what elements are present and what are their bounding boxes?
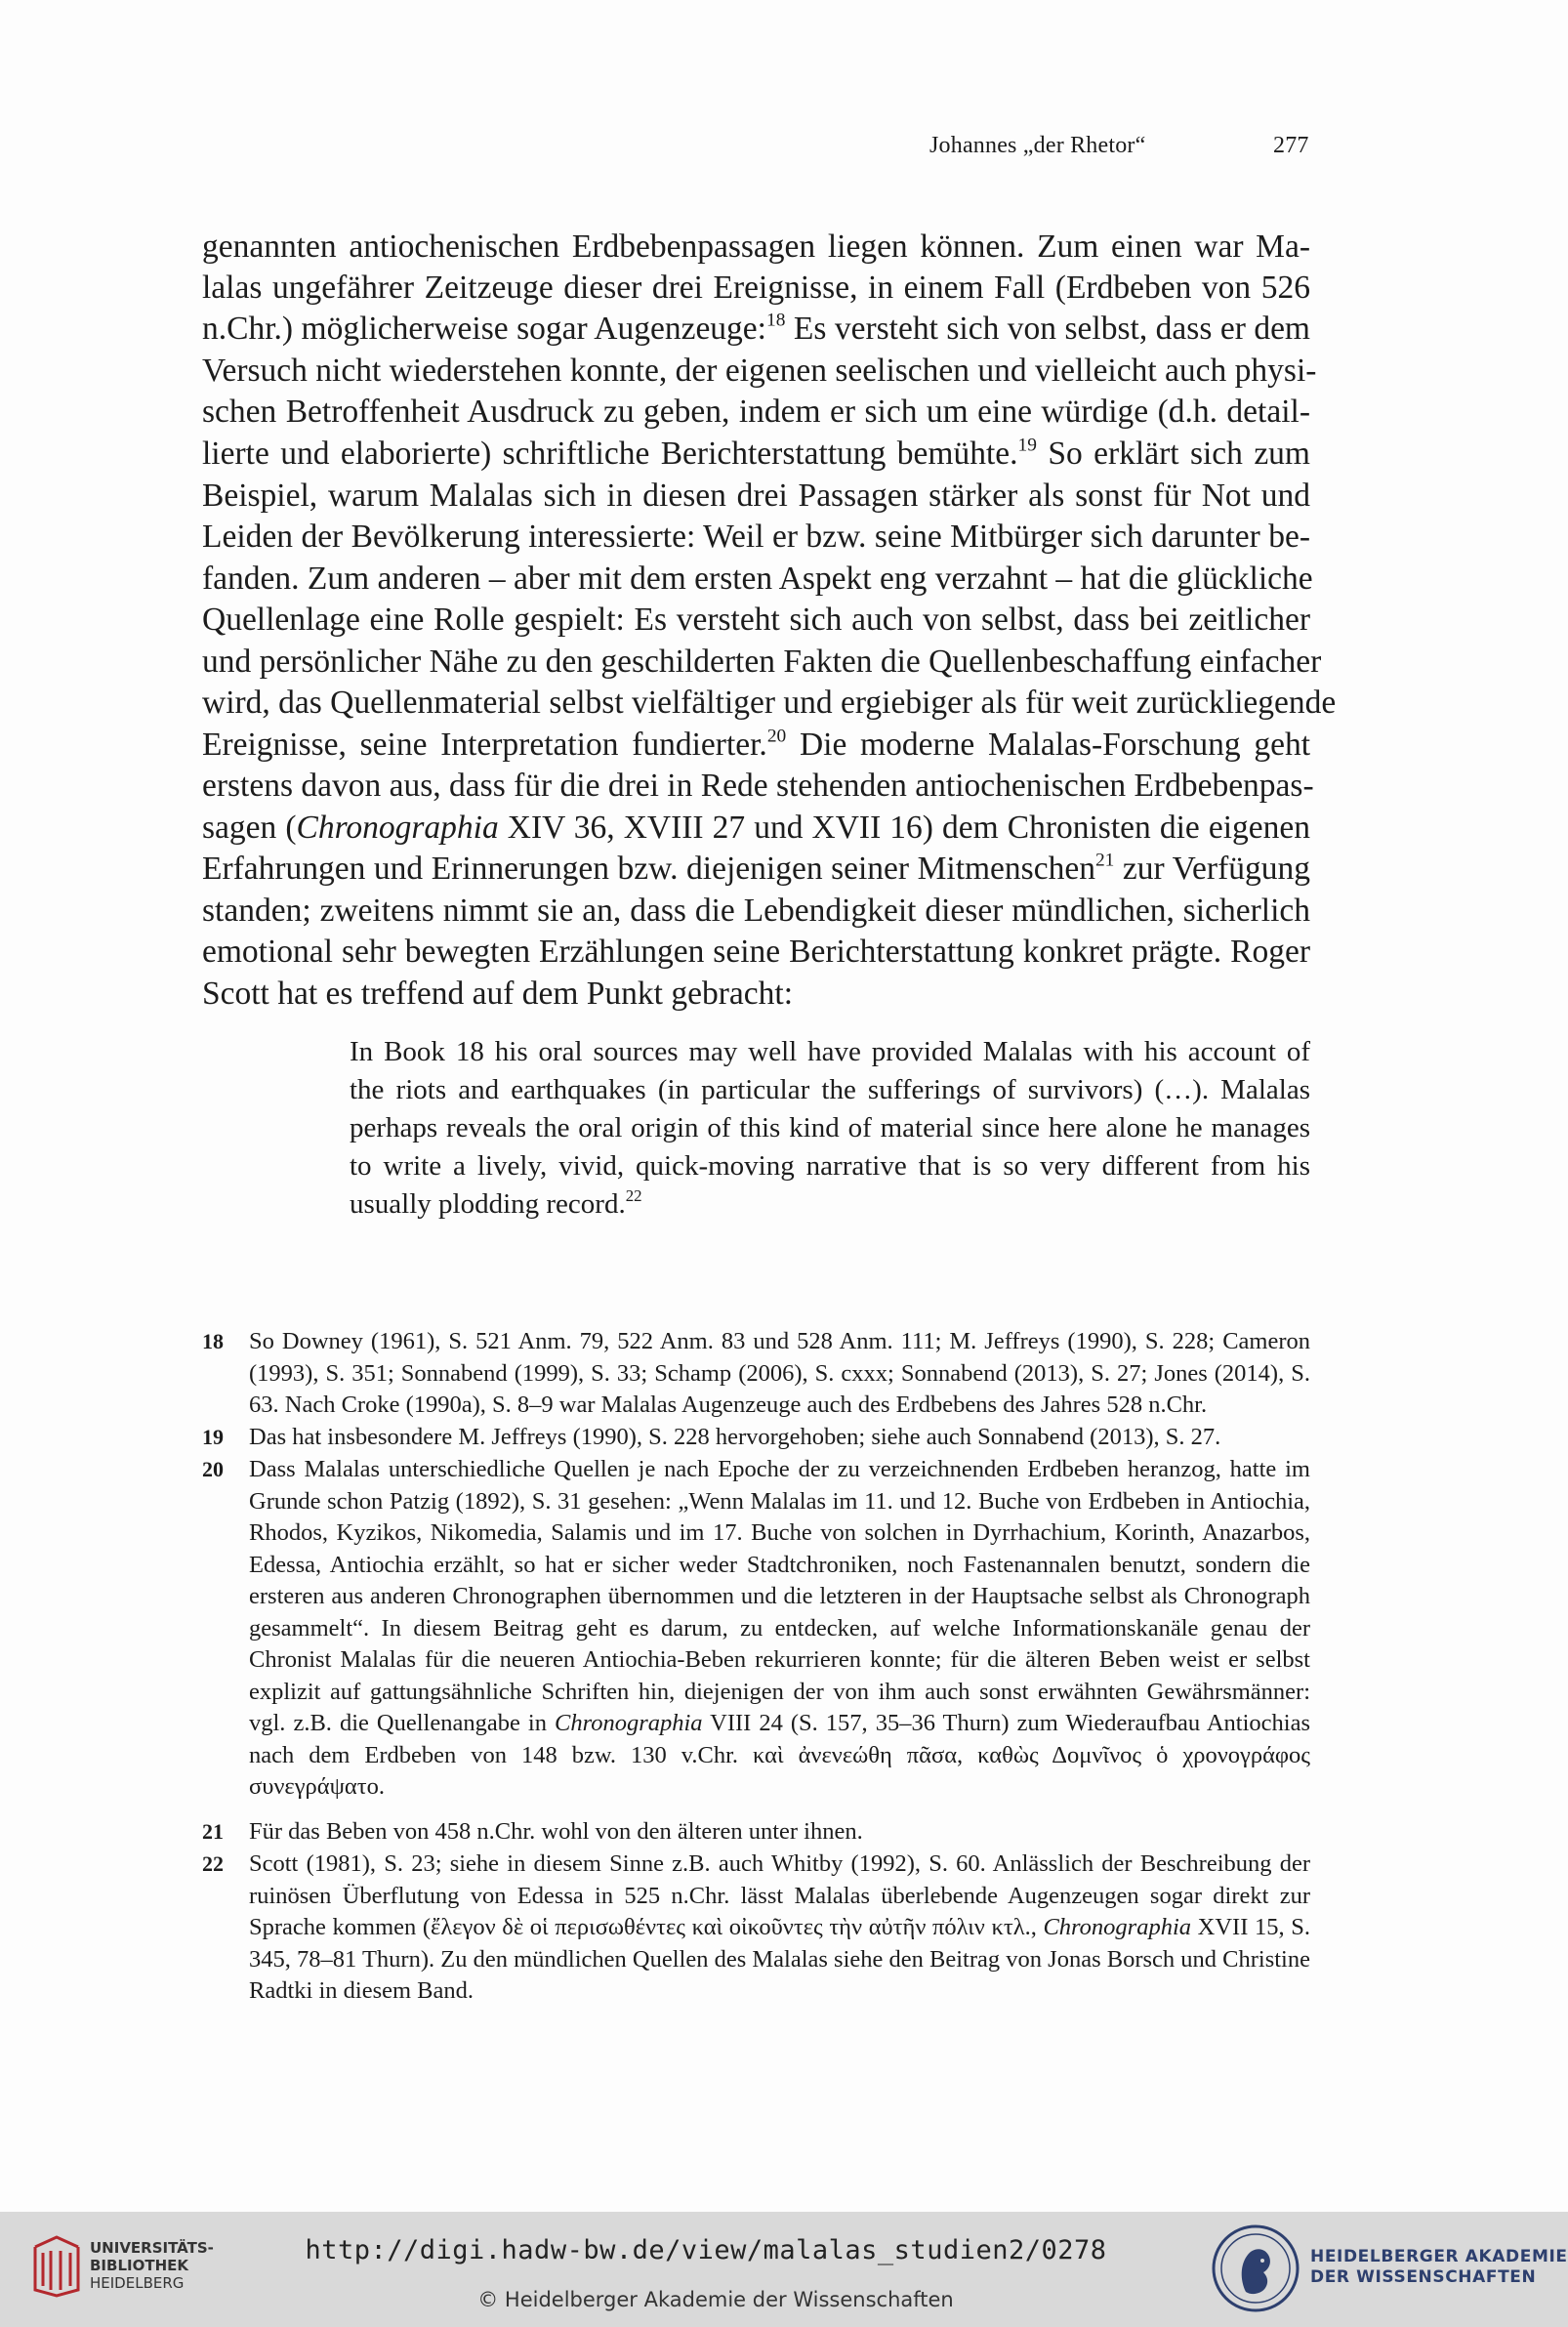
footnote-number: 20 (202, 1457, 224, 1481)
footnote-text: So Downey (1961), S. 521 Anm. 79, 522 Anm. 83 und 528 Anm. 111; M. Jeffreys (1990), S. 228; Cameron (1993), S. 351; Sonnabend (1999), S. 33; Schamp (2006), S. cxxx; Sonnabend (2013), S. 27; Jones (2014), S. 63. Nach Croke (1990a), S. 8–9 war Malalas Augenzeuge auch des Erdbebens des Jahres 528 n.Chr. (249, 1328, 1310, 1418)
body-line: wird, das Quellenmaterial selbst vielfältiger und ergiebiger als für weit zurückliegende (202, 685, 1337, 721)
body-line: erstens davon aus, dass für die drei in Rede stehenden antiochenischen Erdbebenpas- (202, 768, 1314, 804)
body-line: standen; zweitens nimmt sie an, dass die Lebendigkeit dieser mündlichen, sicherlich (202, 893, 1310, 929)
footnote-text: Für das Beben von 458 n.Chr. wohl von den älteren unter ihnen. (249, 1818, 863, 1845)
quote-line: to write a lively, vivid, quick-moving narrative that is so very different from his (350, 1150, 1310, 1182)
quote-line: usually plodding record.$^{22}$ (350, 1186, 642, 1220)
body-line: Ereignisse, seine Interpretation fundierter.$^{20}$ Die moderne Malalas-Forschung geht (202, 726, 1310, 763)
body-line: Erfahrungen und Erinnerungen bzw. diejenigen seiner Mitmenschen$^{21}$ zur Verfügung (202, 850, 1310, 887)
permalink-url[interactable]: http://digi.hadw-bw.de/view/malalas_studien2/0278 (305, 2235, 1107, 2265)
footnote-number: 22 (202, 1851, 224, 1876)
university-library-name: UNIVERSITÄTS- BIBLIOTHEK HEIDELBERG (90, 2239, 214, 2292)
body-line: lalas ungefährer Zeitzeuge dieser drei Ereignisse, in einem Fall (Erdbeben von 526 (202, 270, 1310, 306)
body-line: Versuch nicht wiederstehen konnte, der eigenen seelischen und vielleicht auch physi- (202, 353, 1317, 389)
body-line: Scott hat es treffend auf dem Punkt gebracht: (202, 976, 793, 1012)
footnote-number: 18 (202, 1329, 224, 1353)
body-line: n.Chr.) möglicherweise sogar Augenzeuge:$^{18}$ Es versteht sich von selbst, dass er dem (202, 310, 1310, 347)
body-line: genannten antiochenischen Erdbebenpassagen liegen können. Zum einen war Ma- (202, 229, 1310, 265)
footnote-ref[interactable]: 18 (766, 310, 786, 331)
body-line: Beispiel, warum Malalas sich in diesen drei Passagen stärker als sonst für Not und (202, 478, 1310, 514)
page-number: 277 (1273, 133, 1309, 158)
footnote-text: Dass Malalas unterschiedliche Quellen je nach Epoche der zu verzeichnenden Erdbeben heranzog, hatte im Grunde schon Patzig (1892), S. 31 gesehen: „Wenn Malalas im 11. und 12. Buche von Erdbeben in Antiochia, Rhodos, Kyzikos, Nikomedia, Salamis und im 17. Buche von solchen in Dyrrhachium, Korinth, Anazarbos, Edessa, Antiochia erzählt, so hat er sicher weder Stadtchroniken, noch Fastenannalen benutzt, sondern die ersteren aus anderen Chronographen übernommen und die letzteren in der Hauptsache selbst als Chronograph gesammelt“. In diesem Beitrag geht es darum, zu entdecken, auf welche Informationskanäle genau der Chronist Malalas für die neueren Antiochia-Beben rekurrieren konnte; für die älteren Beben weist er selbst explizit auf gattungsähnliche Schriften hin, diejenigen der von ihm auch sonst erwähnten Gewährsmänner: vgl. z.B. die Quellenangabe in Chronographia VIII 24 (S. 157, 35–36 Thurn) zum Wiederaufbau Antiochias nach dem Erdbeben von 148 bzw. 130 v.Chr. καὶ ἀνενεώθη πᾶσα, καθὼς Δομνῖνος ὁ χρονογράφος συνεγράψατο. (249, 1456, 1310, 1800)
footnote-text: Das hat insbesondere M. Jeffreys (1990), S. 228 hervorgehoben; siehe auch Sonnabend (2013), S. 27. (249, 1424, 1221, 1450)
body-line: Quellenlage eine Rolle gespielt: Es versteht sich auch von selbst, dass bei zeitlicher (202, 602, 1310, 638)
body-line: fanden. Zum anderen – aber mit dem ersten Aspekt eng verzahnt – hat die glückliche (202, 561, 1313, 597)
footnote-ref[interactable]: 20 (766, 726, 787, 747)
quote-line: In Book 18 his oral sources may well have provided Malalas with his account of (350, 1036, 1310, 1067)
footnote-text: Scott (1981), S. 23; siehe in diesem Sinne z.B. auch Whitby (1992), S. 60. Anlässlich der Beschreibung der ruinösen Überflutung von Edessa in 525 n.Chr. lässt Malalas überlebende Augenzeugen sogar direkt zur Sprache kommen (ἔλεγον δὲ οἱ περισωθέντες καὶ οἰκοῦντες τὴν αὐτῆν πόλιν κτλ., Chronographia XVII 15, S. 345, 78–81 Thurn). Zu den mündlichen Quellen des Malalas siehe den Beitrag von Jonas Borsch und Christine Radtki in diesem Band. (249, 1850, 1310, 2004)
body-line: schen Betroffenheit Ausdruck zu geben, indem er sich um eine würdige (d.h. detail- (202, 394, 1310, 430)
running-head-title: Johannes „der Rhetor“ (929, 133, 1146, 158)
viewer-footer (0, 2212, 1568, 2327)
body-line: Leiden der Bevölkerung interessierte: Weil er bzw. seine Mitbürger sich darunter be- (202, 519, 1310, 555)
footnote-number: 19 (202, 1425, 224, 1449)
footnote-number: 21 (202, 1819, 224, 1844)
body-line: sagen (Chronographia XIV 36, XVIII 27 und XVII 16) dem Chronisten die eigenen (202, 810, 1310, 846)
body-line: und persönlicher Nähe zu den geschilderten Fakten die Quellenbeschaffung einfacher (202, 644, 1322, 680)
footnote-ref[interactable]: 22 (625, 1186, 642, 1206)
academy-name: HEIDELBERGER AKADEMIE DER WISSENSCHAFTEN (1310, 2247, 1568, 2287)
copyright-notice: © Heidelberger Akademie der Wissenschaften (477, 2288, 954, 2311)
quote-line: perhaps reveals the oral origin of this kind of material since here alone he manages (350, 1112, 1310, 1143)
body-line: lierte und elaborierte) schriftliche Berichterstattung bemühte.$^{19}$ So erklärt sich zum (202, 435, 1310, 472)
footnote-ref[interactable]: 21 (1094, 850, 1115, 871)
footnote-ref[interactable]: 19 (1017, 435, 1037, 456)
academy-seal-icon[interactable] (1211, 2223, 1300, 2313)
body-line: emotional sehr bewegten Erzählungen seine Berichterstattung konkret prägte. Roger (202, 934, 1310, 970)
quote-line: the riots and earthquakes (in particular the sufferings of survivors) (…). Malalas (350, 1074, 1310, 1105)
